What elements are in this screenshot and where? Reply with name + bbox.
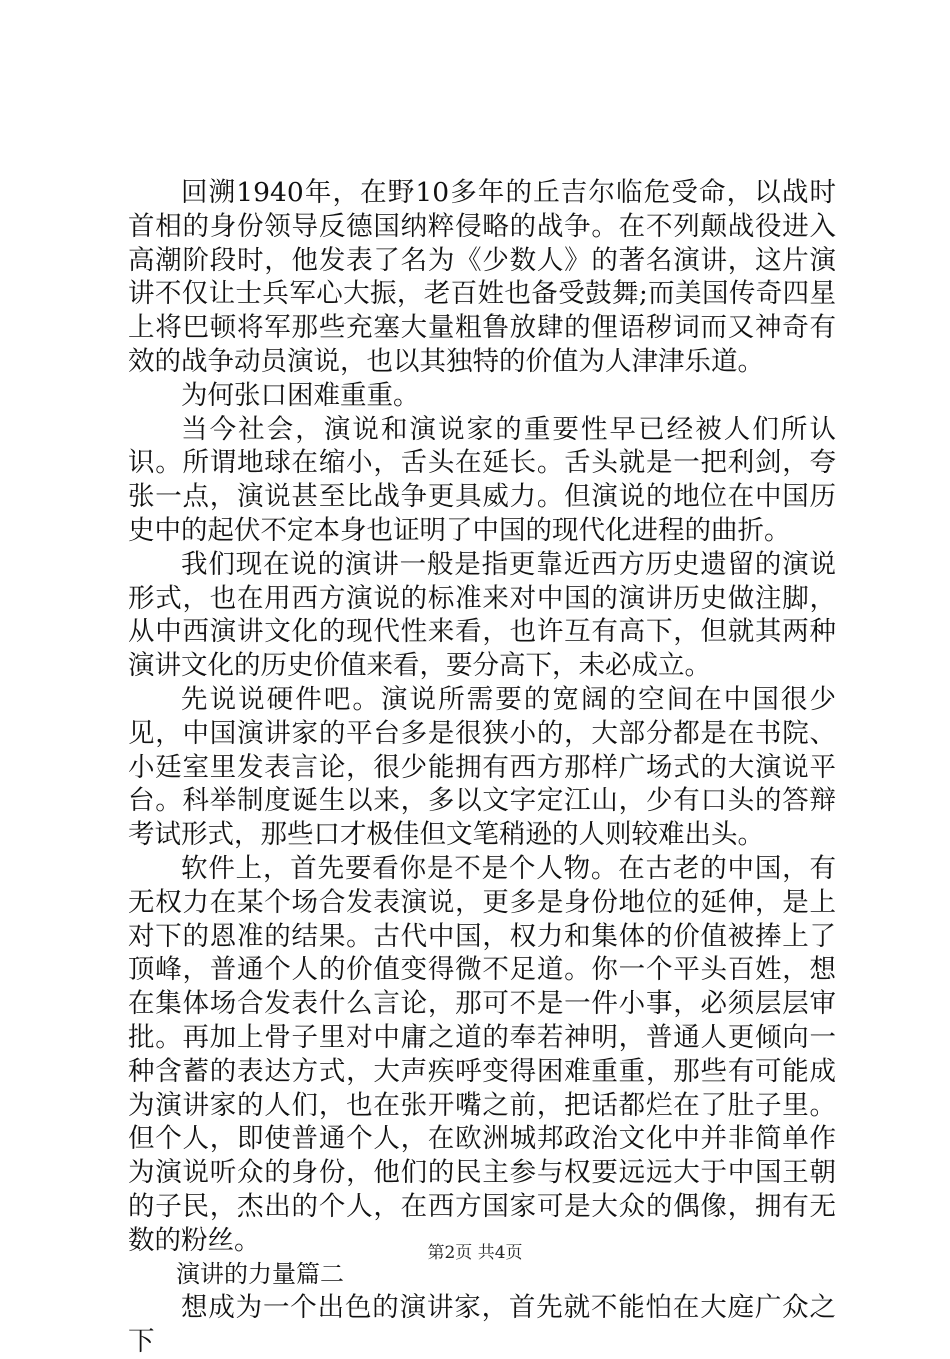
paragraph-west-style: 我们现在说的演讲一般是指更靠近西方历史遗留的演说形式，也在用西方演说的标准来对中国的演讲历史做注脚，从中西演讲文化的现代性来看，也许互有高下，但就其两种演讲文化的历史价值来看，要分高下，未必成立。: [128, 548, 836, 682]
paragraph-become-speaker: 想成为一个出色的演讲家，首先就不能怕在大庭广众之下: [128, 1292, 836, 1358]
section-heading: 演讲的力量篇二: [176, 1259, 344, 1288]
paragraph-churchill: 回溯1940年，在野10多年的丘吉尔临危受命，以战时首相的身份领导反德国纳粹侵略的战争。在不列颠战役进入高潮阶段时，他发表了名为《少数人》的著名演讲，这片演讲不仅让士兵军心大振，老百姓也备受鼓舞;而美国传奇四星上将巴顿将军那些充塞大量粗鲁放肆的俚语秽词而又神奇有效的战争动员演说，也以其独特的价值为人津津乐道。: [128, 177, 836, 377]
paragraph-software: 软件上，首先要看你是不是个人物。在古老的中国，有无权力在某个场合发表演说，更多是身份地位的延伸，是上对下的恩准的结果。古代中国，权力和集体的价值被捧上了顶峰，普通个人的价值变得微不足道。你一个平头百姓，想在集体场合发表什么言论，那可不是一件小事，必须层层审批。再加上骨子里对中庸之道的奉若神明，普通人更倾向一种含蓄的表达方式，大声疾呼变得困难重重，那些有可能成为演讲家的人们，也在张开嘴之前，把话都烂在了肚子里。但个人，即使普通个人，在欧洲城邦政治文化中并非简单作为演说听众的身份，他们的民主参与权要远远大于中国王朝的子民，杰出的个人，在西方国家可是大众的偶像，拥有无数的粉丝。: [128, 852, 836, 1256]
page-number: 第2页 共4页: [427, 1243, 523, 1263]
paragraph-modern-society: 当今社会，演说和演说家的重要性早已经被人们所认识。所谓地球在缩小，舌头在延长。舌头就是一把利剑，夸张一点，演说甚至比战争更具威力。但演说的地位在中国历史中的起伏不定本身也证明了中国的现代化进程的曲折。: [128, 413, 836, 546]
paragraph-why-hard: 为何张口困难重重。: [181, 379, 420, 411]
document-body: [128, 176, 836, 1359]
paragraph-hardware: 先说说硬件吧。演说所需要的宽阔的空间在中国很少见，中国演讲家的平台多是很狭小的，大部分都是在书院、小廷室里发表言论，很少能拥有西方那样广场式的大演说平台。科举制度诞生以来，多以文字定江山，少有口头的答辩考试形式，那些口才极佳但文笔稍逊的人则较难出头。: [128, 683, 836, 851]
